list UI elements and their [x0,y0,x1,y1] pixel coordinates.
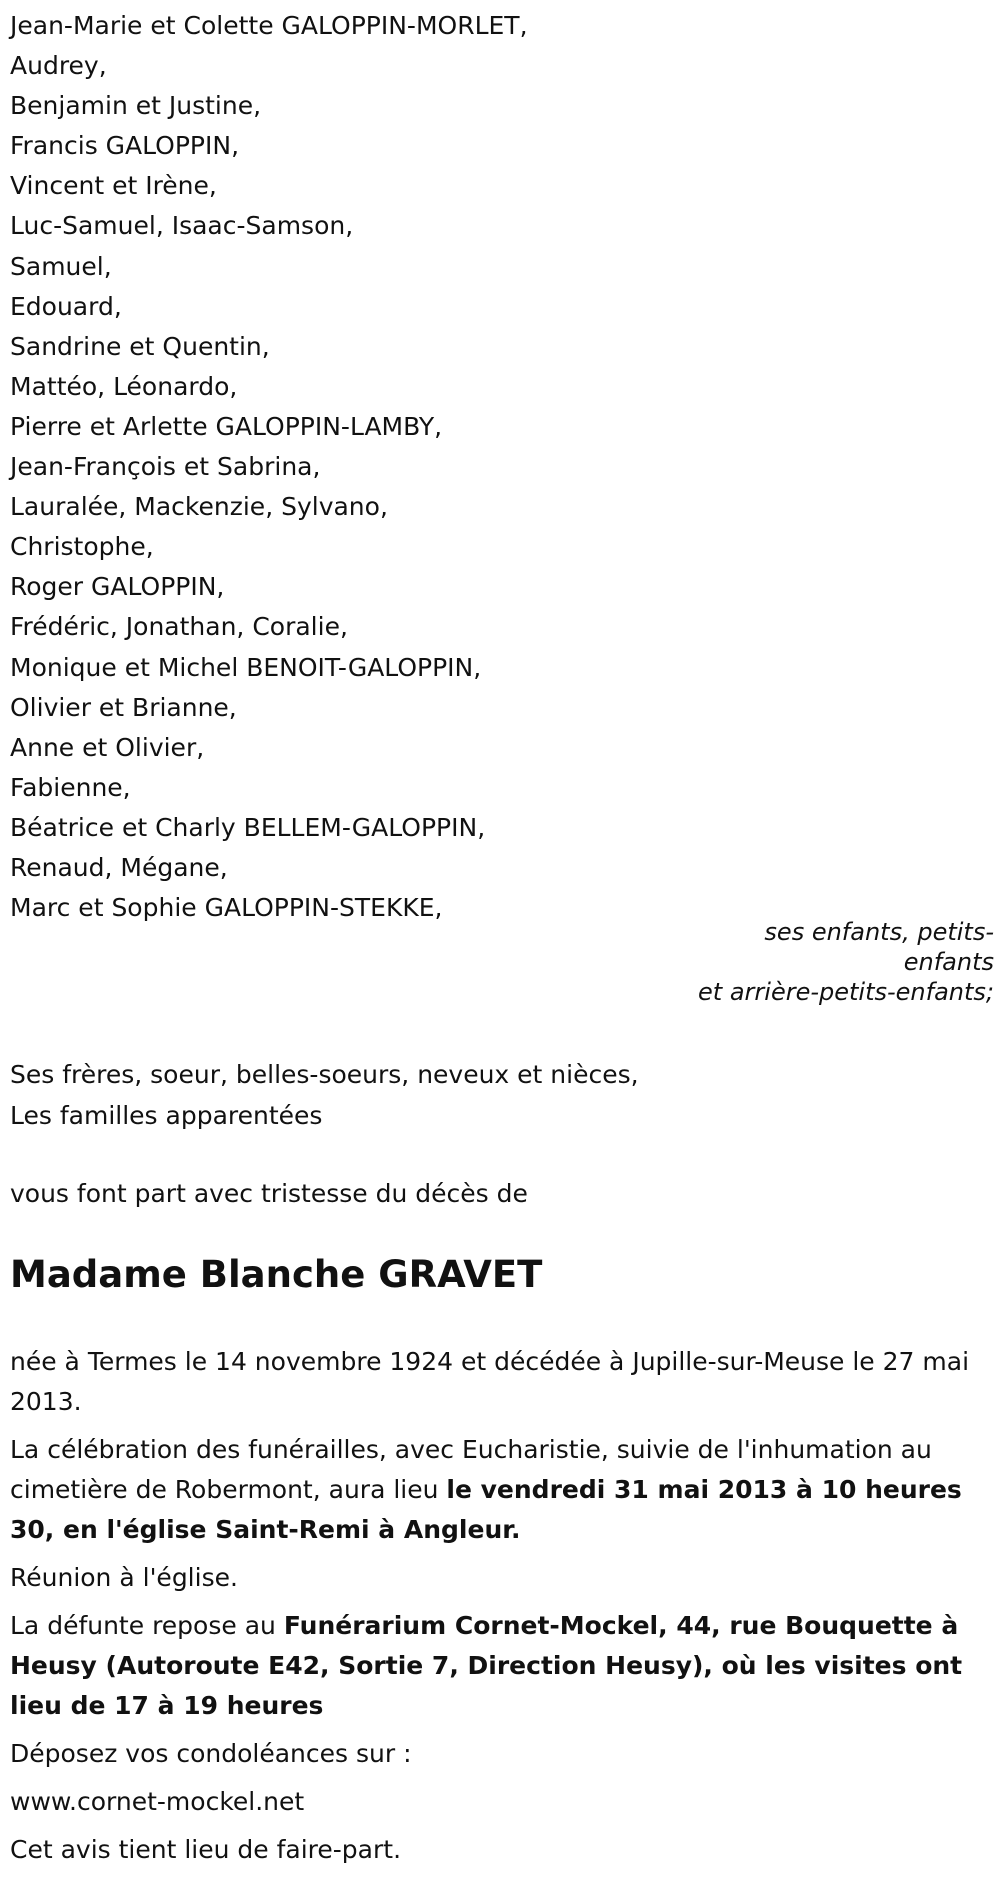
rest-intro: La défunte repose au [10,1611,284,1640]
family-line: Roger GALOPPIN, [10,572,225,602]
family-line: Vincent et Irène, [10,171,217,201]
family-line: Samuel, [10,251,112,281]
family-line: Audrey, [10,51,107,81]
family-line: Jean-Marie et Colette GALOPPIN-MORLET, [10,11,528,40]
family-line: Pierre et Arlette GALOPPIN-LAMBY, [10,411,443,441]
website-text: www.cornet-mockel.net [10,1787,305,1816]
family-line: Olivier et Brianne, [10,692,237,722]
ceremony-intro: La célébration des funérailles, avec Eucharistie, suivie de l'inhumation au cimetière de Robermont, aura lieu [10,1435,932,1504]
rest-paragraph [10,1606,995,1726]
family-line: Benjamin et Justine, [10,91,262,121]
family-line: Jean-François et Sabrina, [10,452,321,482]
family-line: Renaud, Mégane, [10,852,228,882]
family-line: Edouard, [10,291,122,321]
family-line: Sandrine et Quentin, [10,331,270,361]
closing-text: Cet avis tient lieu de faire-part. [10,1835,402,1864]
family-line: Lauralée, Mackenzie, Sylvano, [10,492,388,522]
relation-great-grandchildren: et arrière-petits-enfants; [698,978,994,1006]
birth-death-text: née à Termes le 14 novembre 1924 et décédée à Jupille-sur-Meuse le 27 mai 2013. [10,1347,970,1416]
funeral-details [10,1342,995,1878]
announcement: vous font part avec tristesse du décès de [10,1179,528,1208]
ceremony-when-where: le vendredi 31 mai 2013 à 10 heures 30, en l'église Saint-Remi à Angleur. [10,1475,962,1544]
relation-children: ses enfants, petits-enfants [764,918,994,976]
ceremony-paragraph [10,1430,995,1550]
family-list [10,6,528,928]
deceased-name: Madame Blanche GRAVET [10,1253,543,1296]
family-line: Frédéric, Jonathan, Coralie, [10,612,348,642]
extended-family-line: Les familles apparentées [10,1100,323,1130]
extended-family-line: Ses frères, soeur, belles-soeurs, neveux et nièces, [10,1060,639,1089]
family-line: Fabienne, [10,772,131,802]
family-line: Marc et Sophie GALOPPIN-STEKKE, [10,893,443,923]
family-line: Monique et Michel BENOIT-GALOPPIN, [10,652,482,682]
family-line: Christophe, [10,532,154,562]
family-line: Francis GALOPPIN, [10,131,240,161]
rest-place: Funérarium Cornet-Mockel, 44, rue Bouquette à Heusy (Autoroute E42, Sortie 7, Direction Heusy), où les visites ont lieu de 17 à 19 heures [10,1611,963,1720]
condolences-text: Déposez vos condoléances sur : [10,1739,412,1768]
extended-family-list [10,1055,639,1136]
family-line: Béatrice et Charly BELLEM-GALOPPIN, [10,812,486,842]
meeting-text: Réunion à l'église. [10,1563,238,1592]
family-line: Anne et Olivier, [10,732,205,762]
family-line: Mattéo, Léonardo, [10,371,238,401]
family-line: Luc-Samuel, Isaac-Samson, [10,211,354,241]
